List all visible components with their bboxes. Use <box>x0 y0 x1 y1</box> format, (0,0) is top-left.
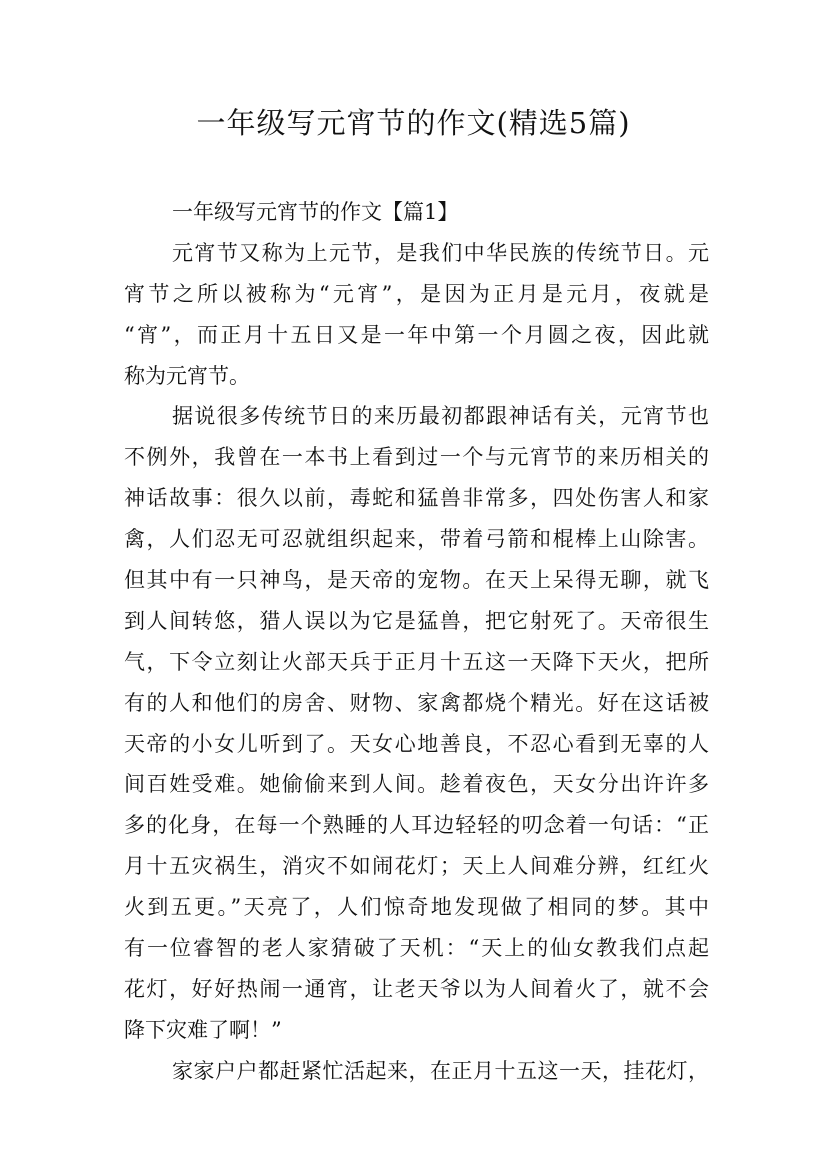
paragraph-line: 气，下令立刻让火部天兵于正月十五这一天降下天火，把所 <box>124 649 709 674</box>
paragraph-line: 但其中有一只神鸟，是天帝的宠物。在天上呆得无聊，就飞 <box>124 568 709 593</box>
section-heading: 一年级写元宵节的作文【篇1】 <box>172 200 459 224</box>
paragraph-line: 月十五灾祸生，消灾不如闹花灯；天上人间难分辨，红红火 <box>124 854 709 879</box>
paragraph-line: 有一位睿智的老人家猜破了天机：“天上的仙女教我们点起 <box>124 936 709 961</box>
paragraph-line: 元宵节又称为上元节，是我们中华民族的传统节日。元 <box>172 240 709 265</box>
paragraph-line: 降下灾难了啊！” <box>124 1017 282 1042</box>
paragraph-line: 火到五更。”天亮了，人们惊奇地发现做了相同的梦。其中 <box>124 895 709 920</box>
paragraph-line: 不例外，我曾在一本书上看到过一个与元宵节的来历相关的 <box>124 445 709 470</box>
paragraph-line: 家家户户都赶紧忙活起来，在正月十五这一天，挂花灯， <box>172 1058 709 1083</box>
paragraph-line: 称为元宵节。 <box>124 363 250 388</box>
paragraph-line: 到人间转悠，猎人误以为它是猛兽，把它射死了。天帝很生 <box>124 608 709 633</box>
paragraph-line: “宵”，而正月十五日又是一年中第一个月圆之夜，因此就 <box>124 322 709 347</box>
paragraph-line: 禽，人们忍无可忍就组织起来，带着弓箭和棍棒上山除害。 <box>124 527 709 552</box>
paragraph-line: 宵节之所以被称为“元宵”，是因为正月是元月，夜就是 <box>124 281 709 306</box>
paragraph-line: 花灯，好好热闹一通宵，让老天爷以为人间着火了，就不会 <box>124 976 709 1001</box>
paragraph-line: 多的化身，在每一个熟睡的人耳边轻轻的叨念着一句话：“正 <box>124 813 709 838</box>
paragraph-line: 间百姓受难。她偷偷来到人间。趁着夜色，天女分出许许多 <box>124 772 709 797</box>
paragraph-line: 据说很多传统节日的来历最初都跟神话有关，元宵节也 <box>172 404 709 429</box>
document-title: 一年级写元宵节的作文(精选5篇) <box>196 106 631 140</box>
paragraph-line: 有的人和他们的房舍、财物、家禽都烧个精光。好在这话被 <box>124 690 709 715</box>
paragraph-line: 天帝的小女儿听到了。天女心地善良，不忍心看到无辜的人 <box>124 731 709 756</box>
paragraph-line: 神话故事：很久以前，毒蛇和猛兽非常多，四处伤害人和家 <box>124 486 709 511</box>
document-body <box>124 192 709 1092</box>
